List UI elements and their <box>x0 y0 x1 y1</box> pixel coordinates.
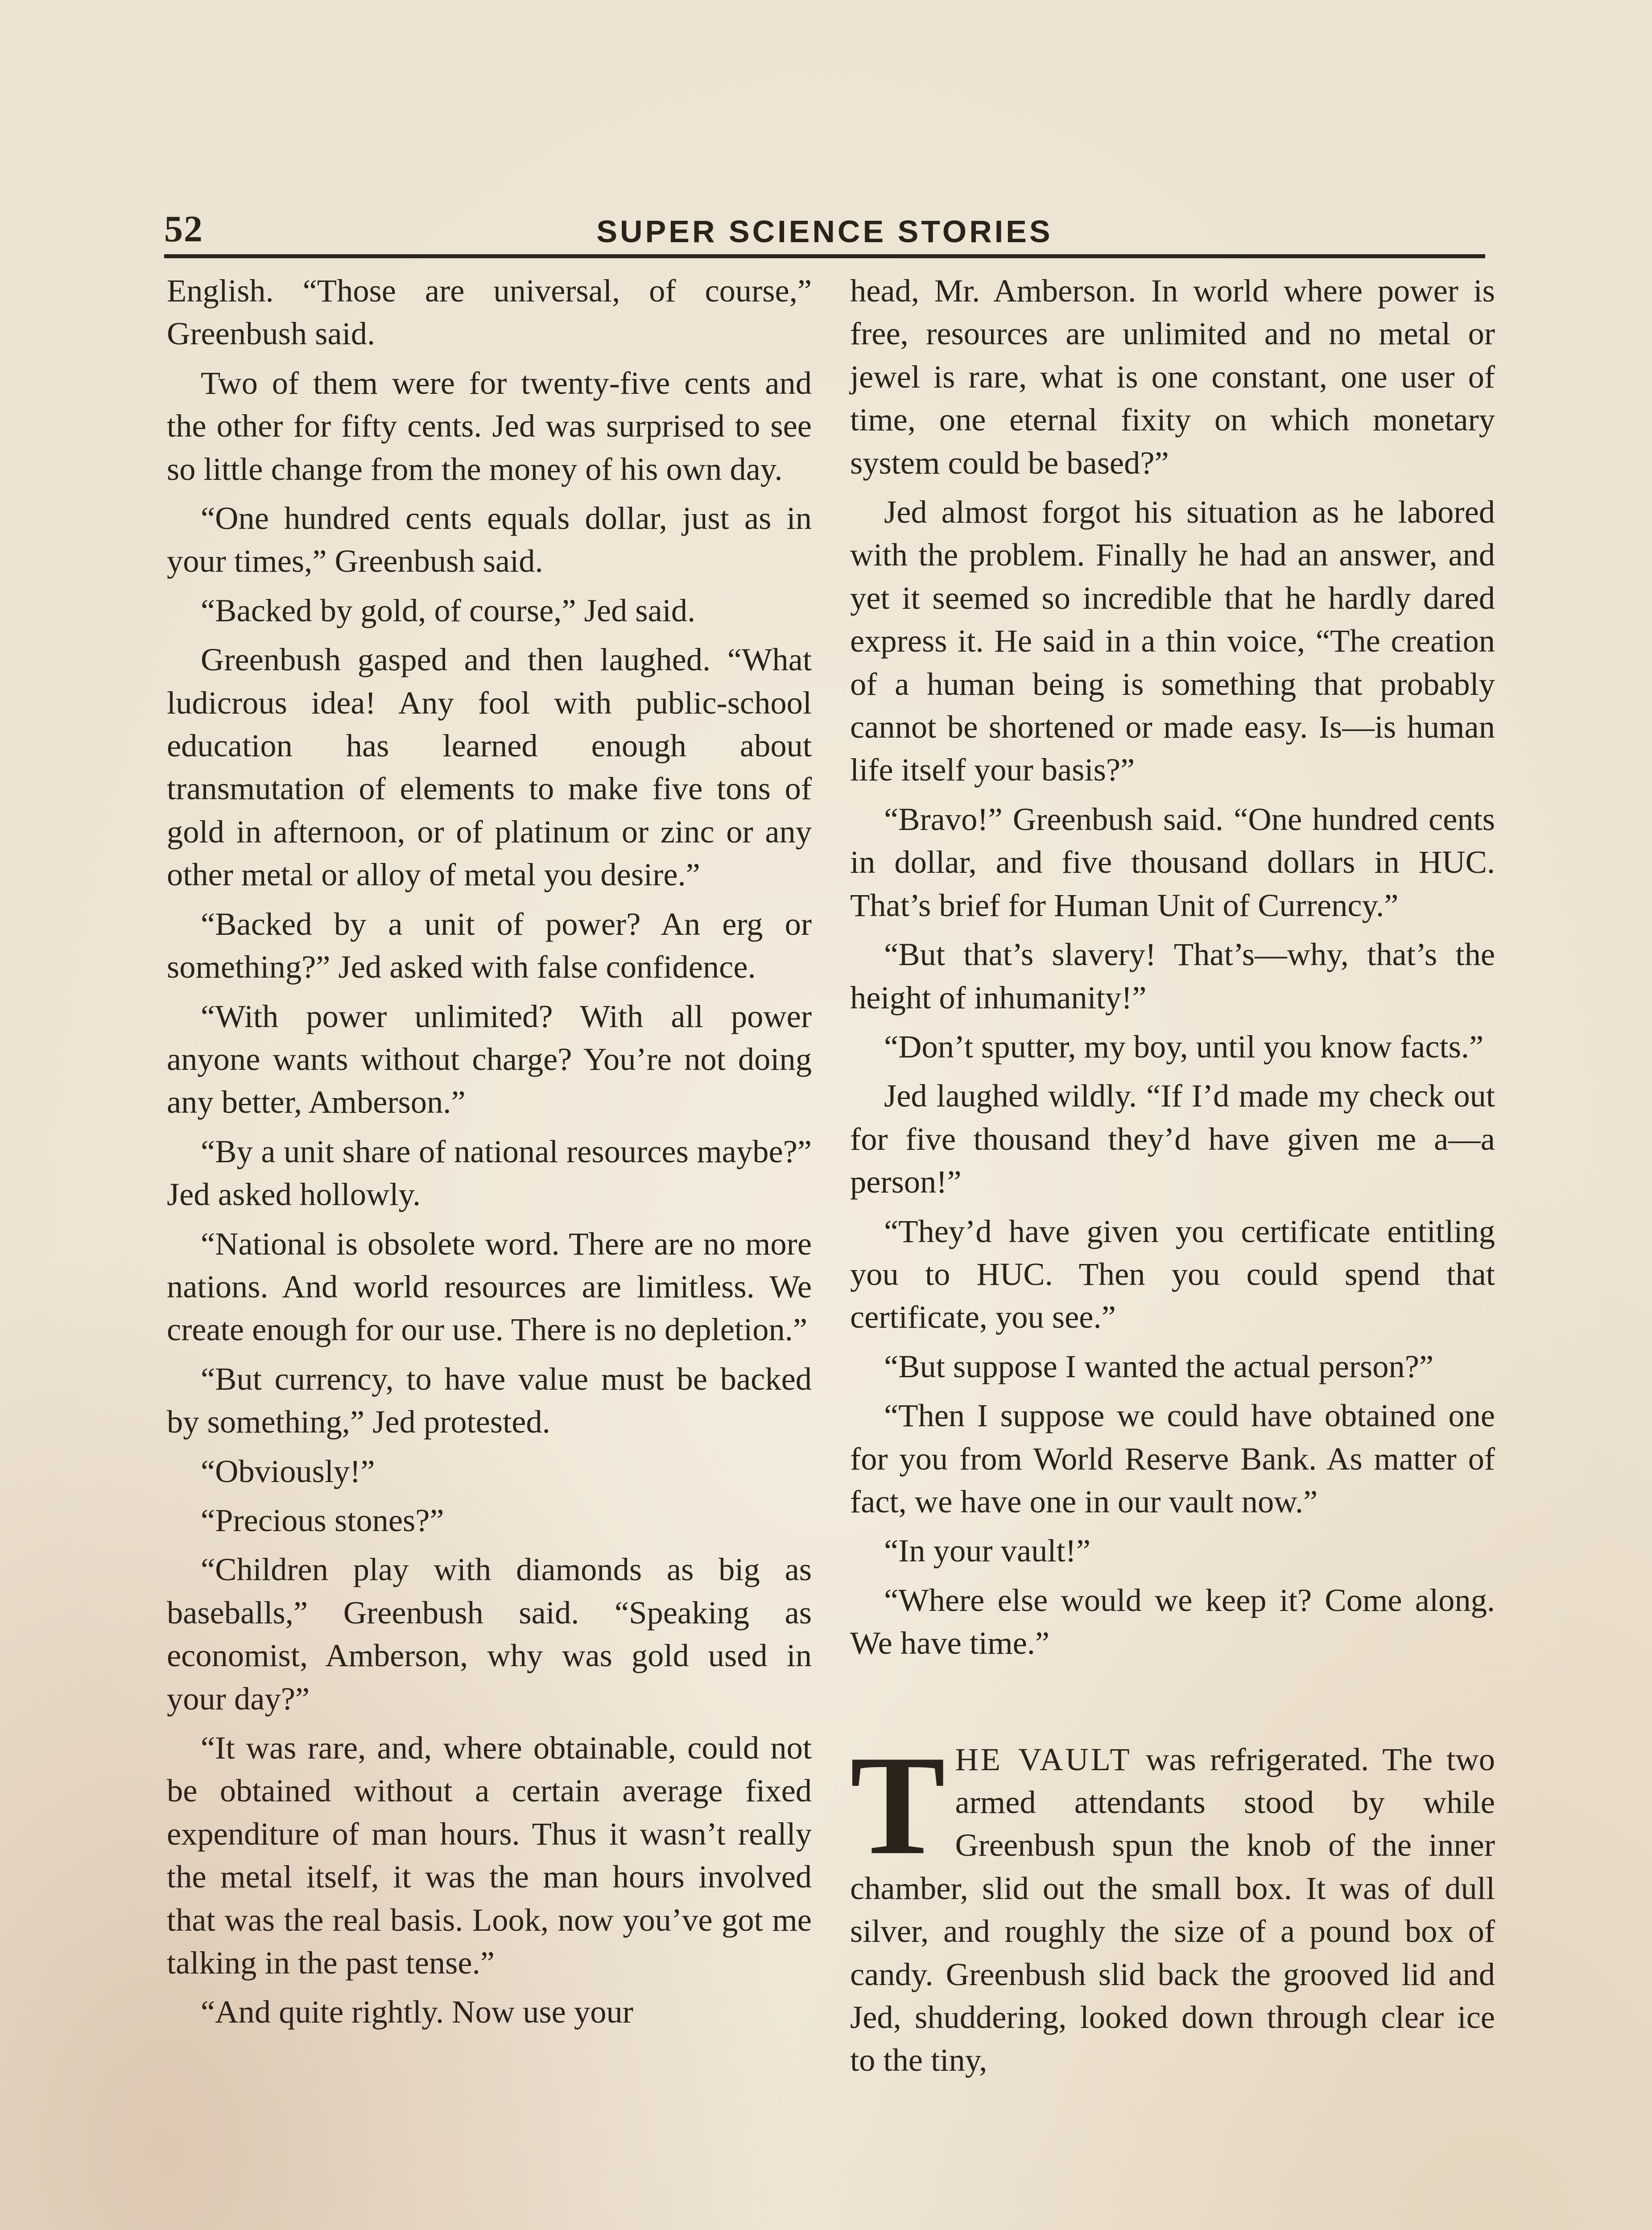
paragraph: English. “Those are universal, of course,” Greenbush said. <box>167 273 812 352</box>
page-number: 52 <box>164 208 203 250</box>
running-head-title: SUPER SCIENCE STORIES <box>596 214 1053 249</box>
paragraph: “With power unlimited? With all power anyone wants without charge? You’re not doing any better, Amberson.” <box>167 998 812 1120</box>
drop-cap-letter: T <box>850 1726 946 1884</box>
paragraph: “Children play with diamonds as big as baseballs,” Greenbush said. “Speaking as economist, Amberson, why was gold used in your day?” <box>167 1551 812 1717</box>
section-opening-text: was refrigerated. The two armed attendants stood by while Greenbush spun the knob of the inner chamber, slid out the small box. It was of dull silver, and roughly the size of a pound box of candy. Greenbush slid back the grooved lid and Jed, shuddering, looked down through clear ice to the tiny, <box>850 1741 1495 2078</box>
paragraph: “But currency, to have value must be backed by something,” Jed protested. <box>167 1360 812 1440</box>
paragraph: “Bravo!” Greenbush said. “One hundred cents in dollar, and five thousand dollars in HUC. That’s brief for Human Unit of Currency.” <box>850 801 1495 923</box>
paragraph: “By a unit share of national resources maybe?” Jed asked hollowly. <box>167 1133 812 1213</box>
paragraph: “But suppose I wanted the actual person?” <box>884 1348 1434 1384</box>
paragraph: Two of them were for twenty-five cents and the other for fifty cents. Jed was surprised to see so little change from the money of his own day. <box>167 364 812 487</box>
paragraph: “One hundred cents equals dollar, just as in your times,” Greenbush said. <box>167 500 812 579</box>
section-break-space <box>850 1671 1495 1738</box>
paragraph: “And quite rightly. Now use your <box>201 1994 633 2030</box>
right-text-column <box>850 269 1495 2088</box>
paragraph: “Then I suppose we could have obtained one for you from World Reserve Bank. As matter of fact, we have one in our vault now.” <box>850 1397 1495 1520</box>
section-opening-paragraph <box>850 1726 1495 2082</box>
paragraph: Greenbush gasped and then laughed. “What ludicrous idea! Any fool with public-school education has learned enough about transmutation of elements to make five tons of gold in afternoon, or of platinum or zinc or any other metal or alloy of metal you desire.” <box>167 641 812 893</box>
paragraph: “Where else would we keep it? Come along. We have time.” <box>850 1582 1495 1661</box>
paragraph: “Precious stones?” <box>201 1502 444 1538</box>
paragraph: Jed laughed wildly. “If I’d made my check out for five thousand they’d have given me a—a person!” <box>850 1078 1495 1200</box>
paragraph: “Backed by a unit of power? An erg or something?” Jed asked with false confidence. <box>167 905 812 985</box>
paragraph: “But that’s slavery! That’s—why, that’s the height of inhumanity!” <box>850 936 1495 1016</box>
paragraph: “They’d have given you certificate entitling you to HUC. Then you could spend that certificate, you see.” <box>850 1213 1495 1335</box>
paragraph: “Obviously!” <box>201 1453 375 1489</box>
paragraph: “In your vault!” <box>884 1532 1091 1569</box>
page-header <box>164 196 1485 258</box>
left-text-column <box>167 269 812 2040</box>
paragraph: “Backed by gold, of course,” Jed said. <box>201 592 696 628</box>
paragraph: “National is obsolete word. There are no more nations. And world resources are limitless. We create enough for our use. There is no depletion.” <box>167 1225 812 1348</box>
paragraph: Jed almost forgot his situation as he labored with the problem. Finally he had an answer, and yet it seemed so incredible that he hardly dared express it. He said in a thin voice, “The creation of a human being is something that probably cannot be shortened or made easy. Is—is human life itself your basis?” <box>850 494 1495 788</box>
paragraph: “It was rare, and, where obtainable, could not be obtained without a certain average fixed expenditure of man hours. Thus it wasn’t really the metal itself, it was the man hours involved that was the real basis. Look, now you’ve got me talking in the past tense.” <box>167 1730 812 1981</box>
paragraph: head, Mr. Amberson. In world where power is free, resources are unlimited and no metal or jewel is rare, what is one constant, one user of time, one eternal fixity on which monetary system could be based?” <box>850 273 1495 481</box>
section-lead-words: HE VAULT <box>955 1741 1132 1777</box>
paragraph: “Don’t sputter, my boy, until you know facts.” <box>884 1028 1484 1065</box>
right-column-paragraphs <box>850 269 1495 1665</box>
